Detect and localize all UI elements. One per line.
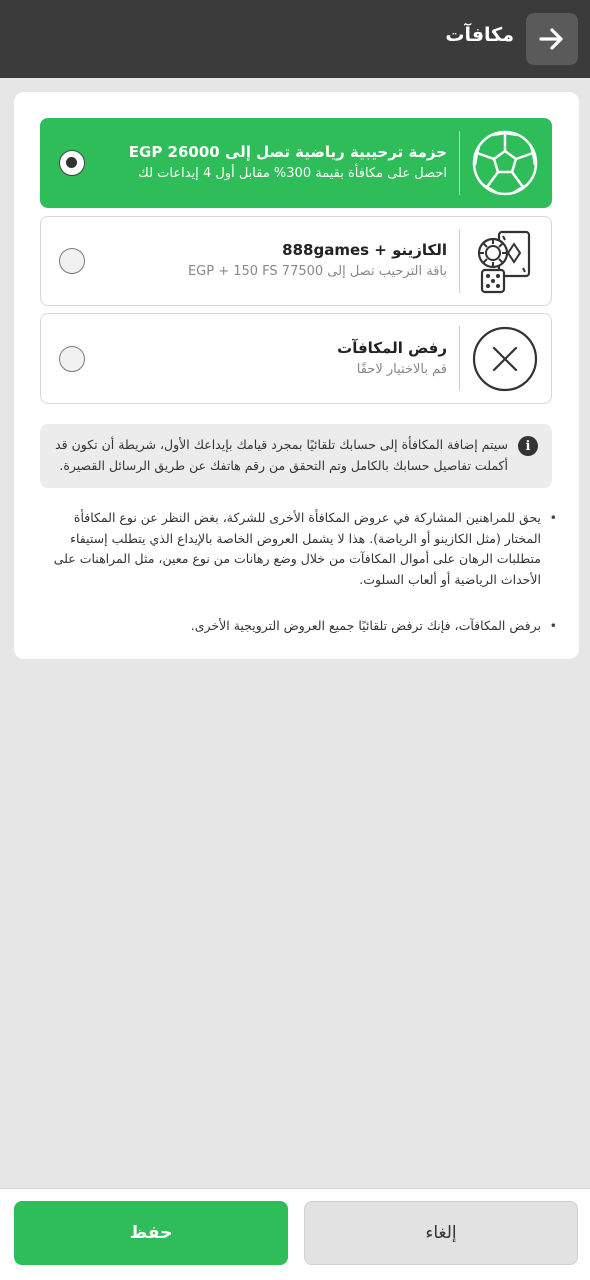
info-text: سيتم إضافة المكافأة إلى حسابك تلقائيًا بمجرد قيامك بإيداعك الأول، شريطة أن تكون قد أكملت تفاصيل حسابك بالكامل وتم التحقق من رقم هاتفك عن طريق الرسائل القصيرة. [55,437,508,473]
soccer-ball-icon [459,119,551,207]
footer-bar [0,1188,590,1280]
list-item: • برفض المكافآت، فإنك ترفض تلقائيًا جميع العروض الترويجية الأخرى. [44,616,557,637]
list-item: • يحق للمراهنين المشاركة في عروض المكافأة الأخرى للشركة، بغض النظر عن نوع المكافأة المختار (مثل الكازينو أو الرياضة). هذا لا يشمل العروض الخاصة بالإيداع الذي يتطلب إستيفاء متطلبات الرهان على أموال المكافآت من خلال وضع رهانات من نوع معين، مثل المراهنات على الأحداث الرياضية أو ألعاب السلوت. [44,508,557,590]
info-icon: i [518,436,538,456]
app-header [0,0,590,78]
option-title: حزمة ترحيبية رياضية تصل إلى EGP 26000 [128,143,447,161]
back-button[interactable] [526,13,578,65]
option-subtitle: قم بالاختيار لاحقًا [356,361,447,377]
info-notice [40,424,552,488]
bonus-option-decline[interactable] [40,313,552,404]
close-circle-icon [459,314,551,403]
option-subtitle: باقة الترحيب تصل إلى EGP + 150 FS 77500 [187,264,447,279]
save-button[interactable]: حفظ [14,1201,288,1265]
arrow-right-icon [539,28,565,50]
bonus-option-casino[interactable] [40,216,552,306]
terms-list [44,508,557,663]
casino-cards-icon [459,217,551,305]
bonus-option-sports[interactable] [40,118,552,208]
option-title: الكازينو + 888games [282,241,447,259]
option-title: رفض المكافآت [337,338,447,357]
radio-unselected[interactable] [59,248,85,274]
page-title: مكافآت [445,24,514,46]
radio-unselected[interactable] [59,346,85,372]
option-subtitle: احصل على مكافأة بقيمة 300% مقابل أول 4 إيداعات لك [138,166,447,181]
cancel-button[interactable]: إلغاء [304,1201,578,1265]
bonus-card [14,92,579,659]
radio-selected[interactable] [59,150,85,176]
